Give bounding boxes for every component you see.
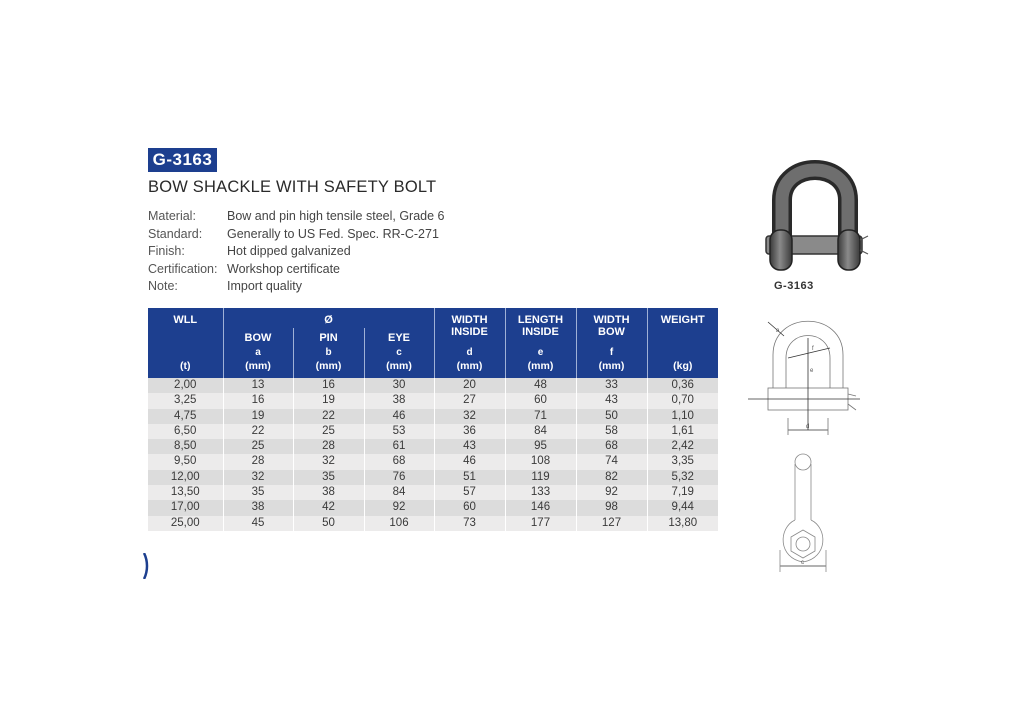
table-cell: 74 xyxy=(576,454,647,469)
table-cell: 30 xyxy=(364,378,434,393)
table-cell: 106 xyxy=(364,516,434,531)
header-unit: (mm) xyxy=(315,360,342,372)
table-cell: 9,50 xyxy=(148,454,223,469)
header-title: WIDTH xyxy=(593,314,630,326)
table-cell: 73 xyxy=(434,516,505,531)
table-cell: 2,42 xyxy=(647,439,718,454)
table-cell: 22 xyxy=(223,424,293,439)
table-cell: 38 xyxy=(293,485,364,500)
table-cell: 36 xyxy=(434,424,505,439)
header-unit: (kg) xyxy=(673,360,693,372)
table-cell: 32 xyxy=(293,454,364,469)
label-a: a xyxy=(776,328,780,334)
dimensions-table xyxy=(148,308,718,531)
spec-material xyxy=(148,208,445,226)
table-cell: 2,00 xyxy=(148,378,223,393)
table-cell: 7,19 xyxy=(647,485,718,500)
label-d: d xyxy=(806,424,810,430)
header-symbol: a xyxy=(255,347,261,358)
spec-value: Import quality xyxy=(227,279,303,293)
header-unit: (mm) xyxy=(245,360,271,372)
table-cell: 57 xyxy=(434,485,505,500)
header-symbol: e xyxy=(537,347,544,358)
table-cell: 127 xyxy=(576,516,647,531)
spec-value: Workshop certificate xyxy=(227,261,341,276)
table-cell: 42 xyxy=(293,500,364,515)
table-cell: 58 xyxy=(576,424,647,439)
table-row xyxy=(148,378,718,393)
header-bow xyxy=(223,328,293,378)
table-cell: 38 xyxy=(223,500,293,515)
front-dimension-drawing xyxy=(748,310,863,445)
header-symbol: d xyxy=(466,347,473,358)
header-unit: (mm) xyxy=(527,360,554,372)
table-cell: 0,70 xyxy=(647,393,718,408)
spec-label: Certification: xyxy=(148,261,218,276)
table-cell: 17,00 xyxy=(148,500,223,515)
table-cell: 84 xyxy=(364,485,434,500)
table-cell: 82 xyxy=(576,470,647,485)
header-title: WIDTH xyxy=(451,314,488,326)
table-cell: 61 xyxy=(364,439,434,454)
table-row xyxy=(148,424,718,439)
table-cell: 76 xyxy=(364,470,434,485)
table-cell: 92 xyxy=(576,485,647,500)
table-cell: 13,50 xyxy=(148,485,223,500)
table-cell: 119 xyxy=(505,470,576,485)
table-cell: 12,00 xyxy=(148,470,223,485)
table-cell: 19 xyxy=(223,409,293,424)
product-code-badge: G-3163 xyxy=(148,148,217,172)
spec-list xyxy=(148,208,445,296)
header-symbol: f xyxy=(609,347,614,358)
header-wll xyxy=(148,308,223,378)
header-title: BOW xyxy=(244,332,272,344)
table-cell: 6,50 xyxy=(148,424,223,439)
table-cell: 13 xyxy=(223,378,293,393)
spec-label: Material: xyxy=(148,209,196,223)
table-cell: 32 xyxy=(223,470,293,485)
table-cell: 1,10 xyxy=(647,409,718,424)
table-cell: 9,44 xyxy=(647,500,718,515)
table-cell: 92 xyxy=(364,500,434,515)
table-cell: 25,00 xyxy=(148,516,223,531)
spec-certification xyxy=(148,261,445,279)
table-cell: 0,36 xyxy=(647,378,718,393)
spec-label: Note: xyxy=(148,279,178,293)
dimensions-table-container xyxy=(148,308,718,531)
table-cell: 28 xyxy=(293,439,364,454)
table-cell: 25 xyxy=(293,424,364,439)
table-cell: 38 xyxy=(364,393,434,408)
table-cell: 46 xyxy=(434,454,505,469)
table-cell: 19 xyxy=(293,393,364,408)
table-cell: 133 xyxy=(505,485,576,500)
table-cell: 60 xyxy=(434,500,505,515)
header-width-inside xyxy=(434,308,505,378)
table-cell: 32 xyxy=(434,409,505,424)
header-title: INSIDE xyxy=(522,326,559,338)
table-cell: 146 xyxy=(505,500,576,515)
table-cell: 35 xyxy=(223,485,293,500)
table-row xyxy=(148,500,718,515)
table-cell: 51 xyxy=(434,470,505,485)
spec-value: Generally to US Fed. Spec. RR-C-271 xyxy=(227,226,439,241)
table-cell: 16 xyxy=(223,393,293,408)
header-eye xyxy=(364,328,434,378)
header-pin xyxy=(293,328,364,378)
table-cell: 5,32 xyxy=(647,470,718,485)
header-wll-unit: (t) xyxy=(180,360,191,372)
table-cell: 177 xyxy=(505,516,576,531)
header-length-inside xyxy=(505,308,576,378)
spec-label: Standard: xyxy=(148,226,203,241)
table-cell: 108 xyxy=(505,454,576,469)
table-cell: 33 xyxy=(576,378,647,393)
table-cell: 16 xyxy=(293,378,364,393)
header-unit: (mm) xyxy=(598,360,625,372)
page-edge-mark xyxy=(143,553,149,579)
header-symbol: b xyxy=(325,347,332,358)
table-cell: 71 xyxy=(505,409,576,424)
table-cell: 50 xyxy=(293,516,364,531)
shackle-photo xyxy=(760,150,870,275)
product-title: BOW SHACKLE WITH SAFETY BOLT xyxy=(148,178,437,196)
table-cell: 3,25 xyxy=(148,393,223,408)
table-row xyxy=(148,516,718,531)
header-title: INSIDE xyxy=(451,326,488,338)
table-cell: 8,50 xyxy=(148,439,223,454)
table-cell: 68 xyxy=(576,439,647,454)
table-cell: 20 xyxy=(434,378,505,393)
table-cell: 50 xyxy=(576,409,647,424)
header-title: WEIGHT xyxy=(660,314,705,326)
spec-value: Bow and pin high tensile steel, Grade 6 xyxy=(227,209,445,223)
label-f: f xyxy=(812,346,814,352)
table-row xyxy=(148,454,718,469)
header-title: BOW xyxy=(598,326,625,338)
table-cell: 68 xyxy=(364,454,434,469)
table-cell: 27 xyxy=(434,393,505,408)
table-cell: 45 xyxy=(223,516,293,531)
table-cell: 53 xyxy=(364,424,434,439)
header-diameter: Ø xyxy=(223,308,434,328)
header-title: LENGTH xyxy=(517,314,564,326)
table-cell: 60 xyxy=(505,393,576,408)
spec-standard xyxy=(148,226,445,244)
table-cell: 43 xyxy=(434,439,505,454)
table-cell: 25 xyxy=(223,439,293,454)
spec-label: Finish: xyxy=(148,244,185,258)
table-cell: 48 xyxy=(505,378,576,393)
side-dimension-drawing xyxy=(770,450,835,580)
header-width-bow xyxy=(576,308,647,378)
table-row xyxy=(148,485,718,500)
table-cell: 98 xyxy=(576,500,647,515)
header-symbol: c xyxy=(396,347,402,358)
table-body xyxy=(148,378,718,531)
table-cell: 95 xyxy=(505,439,576,454)
header-title: PIN xyxy=(319,332,338,344)
table-row xyxy=(148,393,718,408)
table-row xyxy=(148,439,718,454)
header-weight xyxy=(647,308,718,378)
table-cell: 1,61 xyxy=(647,424,718,439)
spec-value: Hot dipped galvanized xyxy=(227,244,351,258)
table-row xyxy=(148,409,718,424)
table-cell: 4,75 xyxy=(148,409,223,424)
table-cell: 35 xyxy=(293,470,364,485)
table-row xyxy=(148,470,718,485)
table-cell: 28 xyxy=(223,454,293,469)
table-cell: 13,80 xyxy=(647,516,718,531)
table-cell: 3,35 xyxy=(647,454,718,469)
table-cell: 43 xyxy=(576,393,647,408)
photo-caption: G-3163 xyxy=(774,280,814,292)
table-cell: 46 xyxy=(364,409,434,424)
spec-note xyxy=(148,278,445,296)
table-cell: 22 xyxy=(293,409,364,424)
header-title: EYE xyxy=(387,332,410,344)
spec-finish xyxy=(148,243,445,261)
header-wll-title: WLL xyxy=(173,314,198,326)
header-unit: (mm) xyxy=(386,360,412,372)
label-c: c xyxy=(801,560,804,566)
header-unit: (mm) xyxy=(456,360,483,372)
label-e: e xyxy=(810,368,814,374)
table-cell: 84 xyxy=(505,424,576,439)
